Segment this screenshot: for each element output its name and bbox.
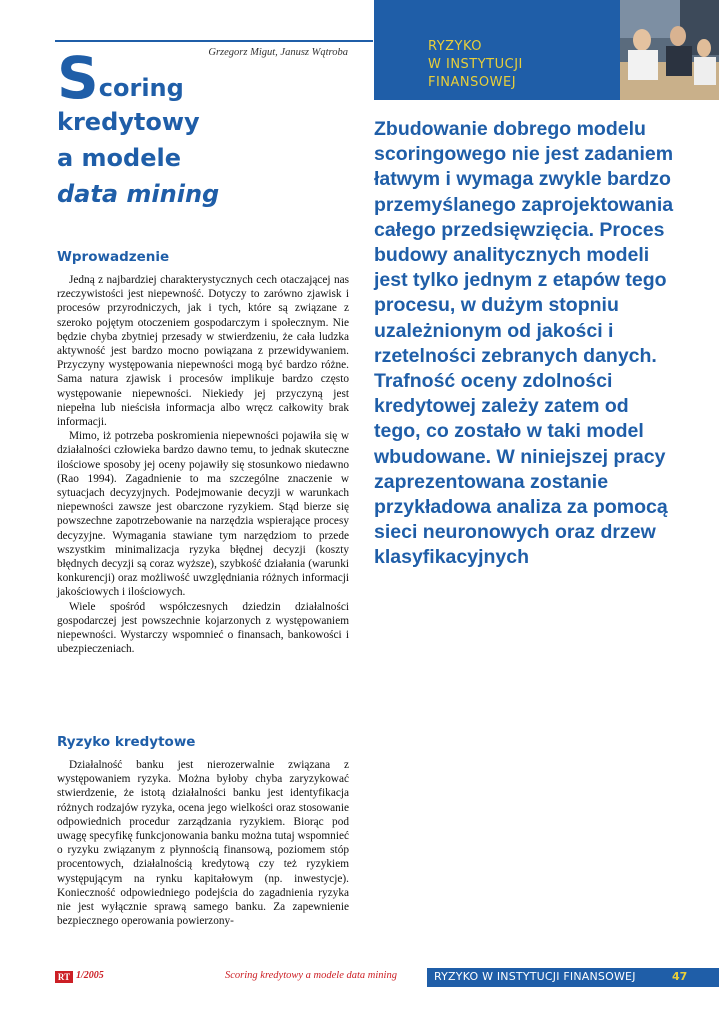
article-title — [57, 44, 357, 212]
running-title: Scoring kredytowy a modele data mining — [225, 970, 397, 981]
issue-number: 1/2005 — [76, 970, 104, 981]
footer-section: RYZYKO W INSTYTUCJI FINANSOWEJ — [434, 970, 636, 983]
section-tag-line: RYZYKO — [428, 39, 483, 54]
page-number: 47 — [672, 970, 688, 983]
section-tag-line: FINANSOWEJ — [428, 75, 517, 90]
top-rule — [55, 40, 373, 42]
title-line-3: a modele — [57, 144, 182, 172]
paragraph: Jedną z najbardziej charakterystycznych cech otaczającej nas rzeczywistości jest niepewność. Dotyczy to zarówno zjawisk i procesów przyrodniczych, jak i tych, które są związane z szeroko pojętym otoczeniem gospodarczym i społecznym. Nie będzie chyba zbytniej przesady w stwierdzeniu, że cała ludzka aktywność jest bardzo mocno powiązana z przewidywaniem. Przyczyny występowania niepewności mogą być bardzo różne. Sama natura zjawisk i procesów implikuje bardzo często występowanie niepewności. Niekiedy jej przyczyną jest niepełna lub nieścisła informacja albo wręcz całkowity brak informacji. — [57, 274, 349, 429]
title-initial: S — [57, 44, 98, 112]
section-heading: Wprowadzenie — [57, 249, 170, 265]
lead-paragraph: Zbudowanie dobrego modelu scoringowego nie jest zadaniem łatwym i wymaga zwykle bardzo przemyślanego zaprojektowania całego przedsięwzięcia. Proces budowy analitycznych modeli jest tylko jednym z etapów tego procesu, w dużym stopniu uzależnionym od jakości i rzetelności zebranych danych. Trafność oceny zdolności kredytowej zależy zatem od tego, co zostało w taki model wbudowane. W niniejszej pracy zaprezentowana zostanie przykładowa analiza za pomocą sieci neuronowych oraz drzew klasyfikacyjnych — [374, 118, 674, 569]
section-heading: Ryzyko kredytowe — [57, 734, 196, 750]
title-line-4: data mining — [57, 180, 220, 208]
header-photo — [620, 0, 719, 100]
title-line-1: coring — [98, 74, 184, 102]
section-tag-line: W INSTYTUCJI — [428, 57, 523, 72]
journal-logo: RT — [55, 971, 73, 983]
paragraph: Mimo, iż potrzeba poskromienia niepewności pojawiła się w działalności człowieka bardzo dawno temu, to jednak skuteczne ilościowe sposoby jej oceny pojawiły się stosunkowo niedawno (Rao 1994). Zagadnienie to ma szczególne znaczenie w sytuacjach decyzyjnych. Podejmowanie decyzji w warunkach niepewności zawsze jest obarczone ryzykiem. Stąd bierze się powszechne zapotrzebowanie na narzędzia wspierające procesy decyzyjne. Wymagania stawiane tym narzędziom to przede wszystkim minimalizacja ryzyka błędnej decyzji (koszty błędnych decyzji są coraz wyższe), szybkość działania (warunki konkurencji) oraz możliwość uwzględniania różnych informacji jakościowych i ilościowych. — [57, 430, 349, 599]
paragraph: Działalność banku jest nierozerwalnie związana z występowaniem ryzyka. Można byłoby chyba zaryzykować stwierdzenie, że istotą działalności banku jest identyfikacja różnych rodzajów ryzyka, ocena jego wielkości oraz stosowanie odpowiednich procedur zarządzania ryzykiem. Biorąc pod uwagę specyfikę funkcjonowania banku można tutaj wspomnieć o ryzyku związanym z płynnością finansową, poziomem stóp procentowych, działalnością kredytową czy też ryzykiem występującym na rynku kapitałowym (np. inwestycje). Konieczność odpowiedniego podejścia do zagadnienia ryzyka nie jest wyłącznie sprawą samego banku. Za zapewnienie bezpiecznego operowania powierzony- — [57, 759, 349, 928]
body-section-credit-risk — [57, 758, 349, 928]
authors: Grzegorz Migut, Janusz Wątroba — [208, 47, 348, 58]
paragraph: Wiele spośród współczesnych dziedzin działalności gospodarczej jest powszechnie kojarzonych z występowaniem niepewności. Wystarczy wspomnieć o finansach, bankowości i ubezpieczeniach. — [57, 600, 349, 656]
body-section-intro — [57, 273, 349, 656]
section-tag — [428, 38, 608, 92]
title-line-2: kredytowy — [57, 108, 200, 136]
